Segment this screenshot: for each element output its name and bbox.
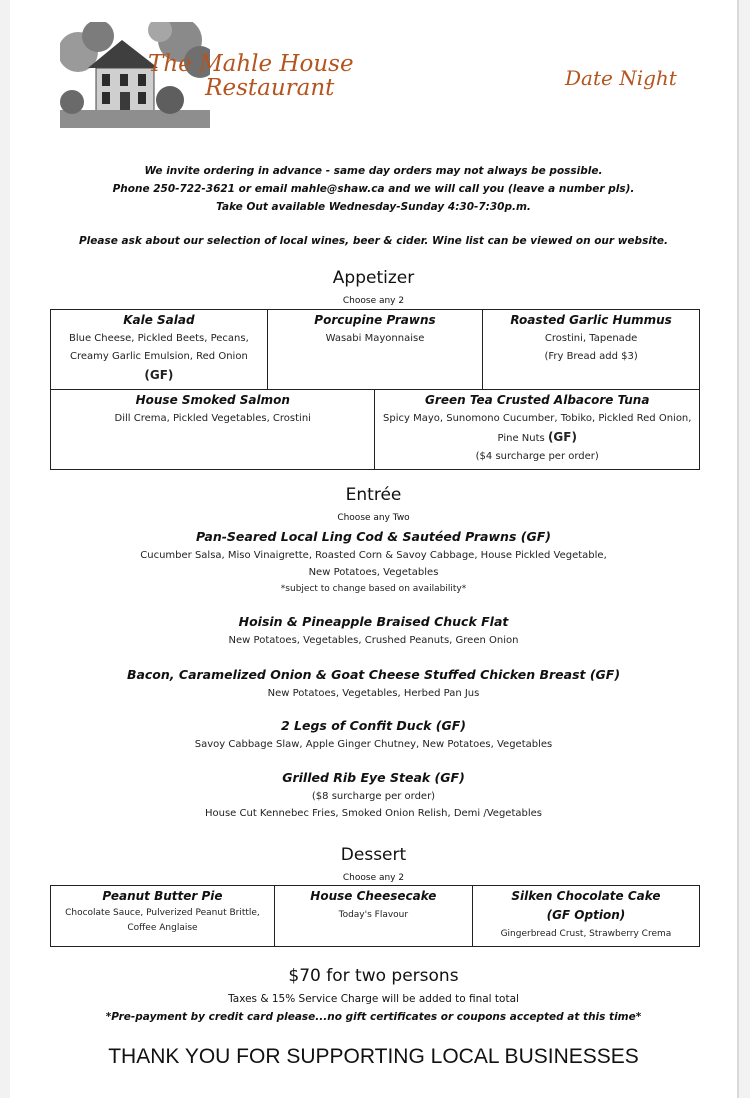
item-desc: Chocolate Sauce, Pulverized Peanut Brittle, Coffee Anglaise [65,908,260,933]
tax-note: Taxes & 15% Service Charge will be added to final total [228,993,519,1005]
gf-option-tag: (GF Option) [546,908,626,922]
appetizer-heading: Appetizer [332,268,415,288]
item-desc: New Potatoes, Vegetables, Herbed Pan Jus [267,688,480,699]
intro-line-2: Phone 250-722-3621 or email mahle@shaw.ca and we will call you (leave a number pls). [112,183,635,195]
item-note: *subject to change based on availability* [280,584,467,594]
appetizer-item [51,310,268,390]
item-desc: Today's Flavour [338,910,409,920]
appetizer-item [51,390,375,470]
item-name: Grilled Rib Eye Steak (GF) [282,770,465,785]
item-desc: Wasabi Mayonnaise [325,333,425,344]
item-name: Green Tea Crusted Albacore Tuna [425,393,650,407]
wine-note: Please ask about our selection of local wines, beer & cider. Wine list can be viewed on our website. [78,235,669,247]
item-desc-2: New Potatoes, Vegetables [308,567,439,578]
item-name: Peanut Butter Pie [102,889,223,903]
title-line-2: Restaurant [205,75,335,101]
price: $70 for two persons [288,966,459,986]
title-line-1: The Mahle House [148,51,354,77]
prepayment-note: *Pre-payment by credit card please...no gift certificates or coupons accepted at this time* [105,1011,642,1023]
dessert-choose: Choose any 2 [342,873,405,883]
item-desc: Crostini, Tapenade [544,333,638,344]
thank-you-banner: THANK YOU FOR SUPPORTING LOCAL BUSINESSES [108,1045,639,1068]
entree-item [10,665,737,702]
appetizer-table [50,309,700,470]
item-desc: Dill Crema, Pickled Vegetables, Crostini [114,413,311,424]
item-note: ($4 surcharge per order) [475,451,599,462]
item-name: House Cheesecake [310,889,437,903]
dessert-item [51,886,275,947]
item-note: (Fry Bread add $3) [544,351,638,362]
item-desc: New Potatoes, Vegetables, Crushed Peanuts, Green Onion [228,635,519,646]
item-desc: Blue Cheese, Pickled Beets, Pecans, Creamy Garlic Emulsion, Red Onion [68,333,249,362]
item-name: Porcupine Prawns [314,313,436,327]
ordering-info [10,162,737,216]
entree-heading: Entrée [345,485,402,505]
gf-tag: (GF) [144,368,174,382]
item-desc: Gingerbread Crust, Strawberry Crema [500,929,672,939]
item-desc: Spicy Mayo, Sunomono Cucumber, Tobiko, Pickled Red Onion, Pine Nuts [383,413,692,444]
entree-item [10,716,737,753]
gf-tag: (GF) [547,430,577,444]
item-name: Roasted Garlic Hummus [510,313,672,327]
intro-line-1: We invite ordering in advance - same day orders may not always be possible. [144,165,603,177]
item-desc: House Cut Kennebec Fries, Smoked Onion Relish, Demi /Vegetables [204,808,543,819]
item-name: Kale Salad [123,313,195,327]
appetizer-item [375,390,700,470]
item-name: Bacon, Caramelized Onion & Goat Cheese Stuffed Chicken Breast (GF) [126,667,621,682]
dessert-item [472,886,699,947]
item-name: Silken Chocolate Cake [511,889,661,903]
dessert-table [50,885,700,947]
menu-subtitle: Date Night [565,66,677,90]
menu-page [10,0,739,1098]
dessert-item [274,886,472,947]
item-name: 2 Legs of Confit Duck (GF) [280,718,466,733]
item-note: ($8 surcharge per order) [311,791,436,802]
appetizer-item [267,310,482,390]
entree-item [10,768,737,822]
item-name: Pan-Seared Local Ling Cod & Sautéed Prawns (GF) [196,529,551,544]
restaurant-title [148,52,354,100]
intro-line-3: Take Out available Wednesday-Sunday 4:30-7:30p.m. [216,201,531,213]
appetizer-item [483,310,700,390]
item-desc: Cucumber Salsa, Miso Vinaigrette, Roasted Corn & Savoy Cabbage, House Pickled Vegetable, [140,550,607,561]
entree-item [10,612,737,649]
dessert-heading: Dessert [340,845,407,865]
item-desc: Savoy Cabbage Slaw, Apple Ginger Chutney, New Potatoes, Vegetables [194,739,553,750]
entree-item [10,527,737,598]
item-name: House Smoked Salmon [135,393,290,407]
entree-choose: Choose any Two [337,513,410,523]
appetizer-choose: Choose any 2 [342,296,405,306]
item-name: Hoisin & Pineapple Braised Chuck Flat [238,614,509,629]
